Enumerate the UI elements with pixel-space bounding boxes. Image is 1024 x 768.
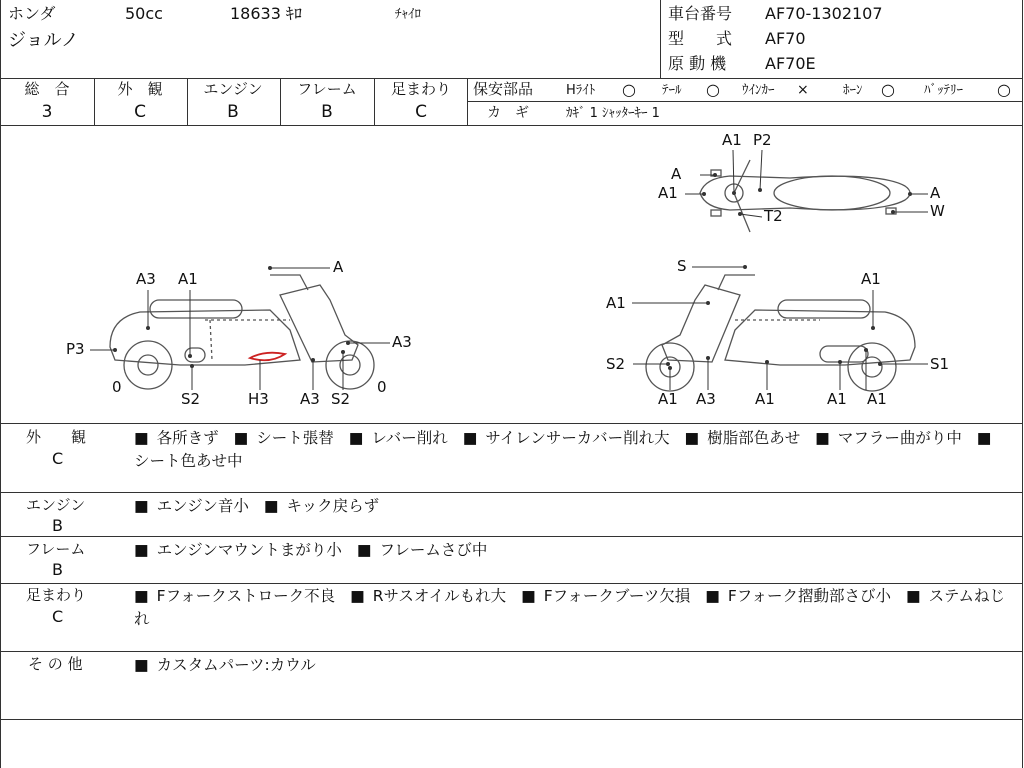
remark-item: ■ Fフォークブーツ欠損 (521, 587, 690, 605)
grade-label-engine: エンジン (203, 80, 263, 98)
frame-no-label: 車台番号 (668, 4, 733, 23)
remark-item: ■ 各所きず (134, 429, 219, 447)
divider-remarks-4 (0, 651, 1023, 652)
grade-value-suspension: C (415, 102, 427, 122)
remark-grade-frame: B (52, 560, 63, 579)
diag-left-0-front: 0 (377, 378, 387, 396)
grade-value-frame: B (321, 102, 333, 122)
scooter-left-view (110, 275, 374, 389)
remark-grade-suspension: C (52, 607, 64, 626)
diag-right-s: S (677, 257, 687, 275)
diag-left-a: A (333, 258, 344, 276)
model-name: ジョルノ (8, 30, 79, 51)
remark-item: ■ レバー削れ (349, 429, 448, 447)
diag-top-w: W (930, 202, 945, 220)
remark-item: ■ エンジン音小 (134, 497, 249, 515)
safety-item-tail: ﾃｰﾙ (662, 83, 682, 98)
safety-mark-tail: ○ (706, 80, 720, 99)
grade-value-overall: 3 (41, 102, 53, 122)
divider-header-vertical (660, 0, 661, 78)
divider-grade-4 (374, 78, 375, 125)
diag-right-a1-seat: A1 (861, 270, 881, 288)
remark-grade-exterior: C (52, 449, 64, 468)
remark-label-frame: フレーム (26, 540, 86, 558)
safety-item-battery: ﾊﾞｯﾃﾘｰ (924, 83, 963, 98)
remark-item: ■ サイレンサーカバー削れ大 (463, 429, 670, 447)
remark-items-suspension (134, 585, 1014, 631)
diag-right-a1-wheel: A1 (658, 390, 678, 408)
divider-grade-5 (467, 78, 468, 125)
grade-label-frame: フレーム (297, 80, 357, 98)
divider-grade-1 (94, 78, 95, 125)
maker: ホンダ (8, 4, 56, 23)
remark-label-exterior: 外 観 (26, 428, 87, 446)
remark-items-other (134, 654, 1014, 677)
remark-item: ■ エンジンマウントまがり小 (134, 541, 342, 559)
safety-title: 保安部品 (473, 80, 534, 98)
remark-item: ■ Rサスオイルもれ大 (350, 587, 506, 605)
remark-items-engine (134, 495, 1014, 518)
remark-label-engine: エンジン (26, 496, 86, 514)
divider-grade-2 (187, 78, 188, 125)
diag-left-s2: S2 (181, 390, 201, 408)
diag-left-p3: P3 (66, 340, 85, 358)
key-label: カ ギ (487, 105, 529, 121)
diag-right-s2: S2 (606, 355, 626, 373)
frame-right-border (1022, 0, 1023, 768)
diag-left-a1: A1 (178, 270, 198, 288)
remark-grade-engine: B (52, 516, 63, 535)
divider-remarks-3 (0, 583, 1023, 584)
diag-top-a1-left: A1 (658, 184, 678, 202)
diag-right-s1-bottom: A1 (867, 390, 887, 408)
remark-item: ■ カスタムパーツ:カウル (134, 656, 316, 674)
safety-item-headlight: Hﾗｲﾄ (566, 83, 596, 98)
color: ﾁｬｲﾛ (395, 7, 421, 22)
remark-item: ■ フレームさび中 (357, 541, 488, 559)
type-label: 型 式 (668, 29, 733, 48)
grade-value-engine: B (227, 102, 239, 122)
diag-left-h3: H3 (248, 390, 269, 408)
remark-item: ■ 樹脂部色あせ (685, 429, 801, 447)
damage-mark-h3 (250, 353, 285, 361)
key-value: ｶｷﾞ 1 ｼｬｯﾀｰｷｰ 1 (566, 106, 660, 121)
divider-safety (467, 101, 1023, 102)
divider-remarks-2 (0, 536, 1023, 537)
diag-top-a1: A1 (722, 131, 742, 149)
divider-diagram (0, 423, 1023, 424)
diagram-leader-lines (90, 150, 928, 390)
mileage: 18633 ｷﾛ (230, 4, 302, 23)
engine-label: 原 動 機 (668, 54, 727, 73)
diag-left-a3-front: A3 (392, 333, 412, 351)
remark-label-suspension: 足まわり (26, 586, 87, 604)
remark-items-frame (134, 539, 1014, 562)
safety-mark-horn: ○ (881, 80, 895, 99)
divider-remarks-5 (0, 719, 1023, 720)
diag-right-a1-floor: A1 (755, 390, 775, 408)
safety-item-winker: ｳｲﾝｶｰ (742, 83, 775, 98)
remark-label-other: そ の 他 (28, 655, 83, 673)
safety-mark-headlight: ○ (622, 80, 636, 99)
remark-item: ■ キック戻らず (264, 497, 379, 515)
remark-item: ■ シート張替 (234, 429, 334, 447)
diag-top-a-left: A (671, 165, 682, 183)
diag-right-a3: A3 (696, 390, 716, 408)
remark-item: ■ Fフォークストローク不良 (134, 587, 335, 605)
safety-mark-battery: ○ (997, 80, 1011, 99)
remark-item: ■ Fフォーク摺動部さび小 (705, 587, 891, 605)
remark-item: ■ シート色あせ中 (134, 429, 999, 470)
engine: AF70E (765, 54, 816, 73)
diag-right-a1-muffler: A1 (827, 390, 847, 408)
scooter-top-view (700, 160, 910, 232)
safety-item-horn: ﾎｰﾝ (843, 83, 863, 98)
grade-value-exterior: C (134, 102, 146, 122)
diag-left-a3: A3 (136, 270, 156, 288)
diag-top-a-right: A (930, 184, 941, 202)
grade-label-exterior: 外 観 (117, 80, 163, 98)
divider-remarks-1 (0, 492, 1023, 493)
grade-label-overall: 総 合 (24, 80, 70, 98)
diag-top-t2: T2 (764, 207, 783, 225)
diag-left-0-rear: 0 (112, 378, 122, 396)
divider-header (0, 78, 1023, 79)
type: AF70 (765, 29, 806, 48)
divider-grade-3 (280, 78, 281, 125)
remark-items-exterior (134, 427, 1014, 473)
displacement: 50cc (125, 4, 163, 23)
frame-no: AF70-1302107 (765, 4, 883, 23)
diag-right-s1: S1 (930, 355, 950, 373)
diag-left-s2-front: S2 (331, 390, 351, 408)
diagram-leader-dots (113, 173, 912, 373)
diag-left-a3-bottom: A3 (300, 390, 320, 408)
diag-right-a1-front: A1 (606, 294, 626, 312)
remark-item: ■ マフラー曲がり中 (815, 429, 962, 447)
remark-item: ■ ステムねじれ (134, 587, 1005, 628)
grade-label-suspension: 足まわり (390, 80, 452, 98)
scooter-right-view (646, 275, 915, 391)
safety-mark-winker: × (797, 82, 809, 98)
diag-top-p2: P2 (753, 131, 772, 149)
